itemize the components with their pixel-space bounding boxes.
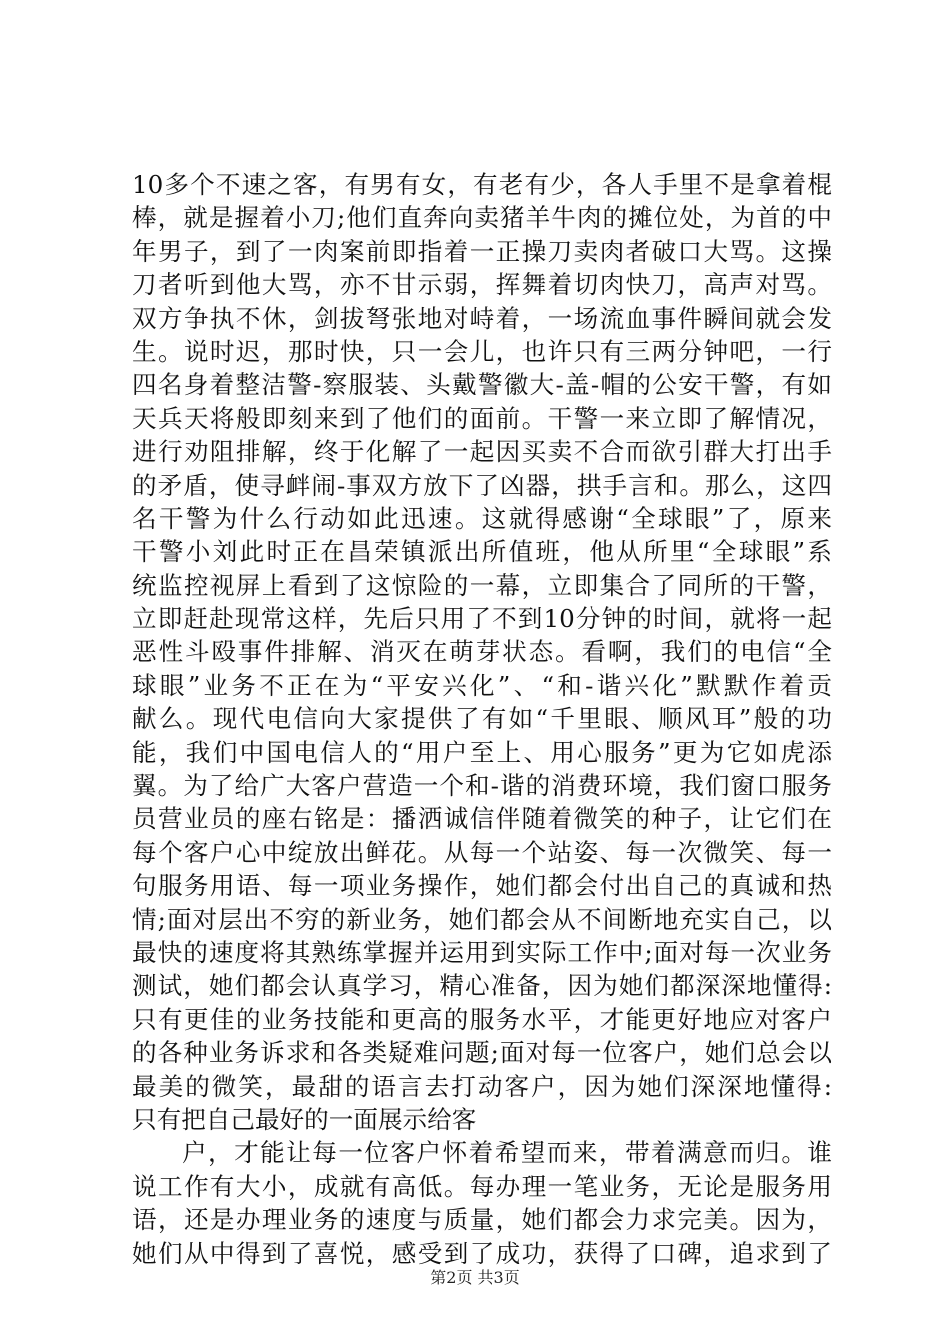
text-line: 名干警为什么行动如此迅速。这就得感谢“全球眼”了，原来 bbox=[132, 503, 832, 533]
text-line: 恶性斗殴事件排解、消灭在萌芽状态。看啊，我们的电信“全 bbox=[132, 637, 832, 667]
text-line: 年男子，到了一肉案前即指着一正操刀卖肉者破口大骂。这操 bbox=[132, 236, 832, 266]
text-line: 最美的微笑，最甜的语言去打动客户，因为她们深深地懂得: bbox=[132, 1071, 832, 1101]
page-number: 第2页 共3页 bbox=[430, 1268, 520, 1287]
text-line: 语，还是办理业务的速度与质量，她们都会力求完美。因为， bbox=[132, 1205, 832, 1235]
text-line: 情;面对层出不穷的新业务，她们都会从不间断地充实自己，以 bbox=[132, 904, 832, 934]
text-line: 四名身着整洁警-察服装、头戴警徽大-盖-帽的公安干警，有如 bbox=[132, 370, 832, 400]
text-line: 献么。现代电信向大家提供了有如“千里眼、顺风耳”般的功 bbox=[132, 704, 832, 734]
text-line: 员营业员的座右铭是：播洒诚信伴随着微笑的种子，让它们在 bbox=[132, 804, 832, 834]
text-line: 测试，她们都会认真学习，精心准备，因为她们都深深地懂得: bbox=[132, 971, 832, 1001]
text-line: 立即赶赴现常这样，先后只用了不到10分钟的时间，就将一起 bbox=[132, 604, 832, 634]
text-line: 说工作有大小，成就有高低。每办理一笔业务，无论是服务用 bbox=[132, 1171, 832, 1201]
text-line: 统监控视屏上看到了这惊险的一幕，立即集合了同所的干警， bbox=[132, 570, 832, 600]
text-line: 天兵天将般即刻来到了他们的面前。干警一来立即了解情况， bbox=[132, 403, 832, 433]
text-line: 只有把自己最好的一面展示给客 bbox=[132, 1104, 477, 1134]
text-line: 进行劝阻排解，终于化解了一起因买卖不合而欲引群大打出手 bbox=[132, 437, 832, 467]
text-line: 的矛盾，使寻衅闹-事双方放下了凶器，拱手言和。那么，这四 bbox=[132, 470, 832, 500]
text-line: 棒，就是握着小刀;他们直奔向卖猪羊牛肉的摊位处，为首的中 bbox=[132, 203, 832, 233]
text-line: 句服务用语、每一项业务操作，她们都会付出自己的真诚和热 bbox=[132, 871, 832, 901]
text-line: 生。说时迟，那时快，只一会儿，也许只有三两分钟吧，一行 bbox=[132, 336, 832, 366]
body-text bbox=[132, 168, 832, 1270]
text-line: 她们从中得到了喜悦，感受到了成功，获得了口碑，追求到了 bbox=[132, 1238, 832, 1268]
text-line: 翼。为了给广大客户营造一个和-谐的消费环境，我们窗口服务 bbox=[132, 771, 832, 801]
text-line: 刀者听到他大骂，亦不甘示弱，挥舞着切肉快刀，高声对骂。 bbox=[132, 270, 832, 300]
text-line: 干警小刘此时正在昌荣镇派出所值班，他从所里“全球眼”系 bbox=[132, 537, 832, 567]
text-line: 能，我们中国电信人的“用户至上、用心服务”更为它如虎添 bbox=[132, 737, 832, 767]
text-line: 球眼”业务不正在为“平安兴化”、“和-谐兴化”默默作着贡 bbox=[132, 670, 832, 700]
text-line-indented: 户，才能让每一位客户怀着希望而来，带着满意而归。谁 bbox=[182, 1138, 832, 1168]
text-line: 最快的速度将其熟练掌握并运用到实际工作中;面对每一次业务 bbox=[132, 937, 832, 967]
text-line: 10多个不速之客，有男有女，有老有少，各人手里不是拿着棍 bbox=[132, 170, 832, 199]
text-line: 双方争执不休，剑拔弩张地对峙着，一场流血事件瞬间就会发 bbox=[132, 303, 832, 333]
text-line: 只有更佳的业务技能和更高的服务水平，才能更好地应对客户 bbox=[132, 1004, 832, 1034]
text-line: 每个客户心中绽放出鲜花。从每一个站姿、每一次微笑、每一 bbox=[132, 837, 832, 867]
text-line: 的各种业务诉求和各类疑难问题;面对每一位客户，她们总会以 bbox=[132, 1038, 832, 1068]
